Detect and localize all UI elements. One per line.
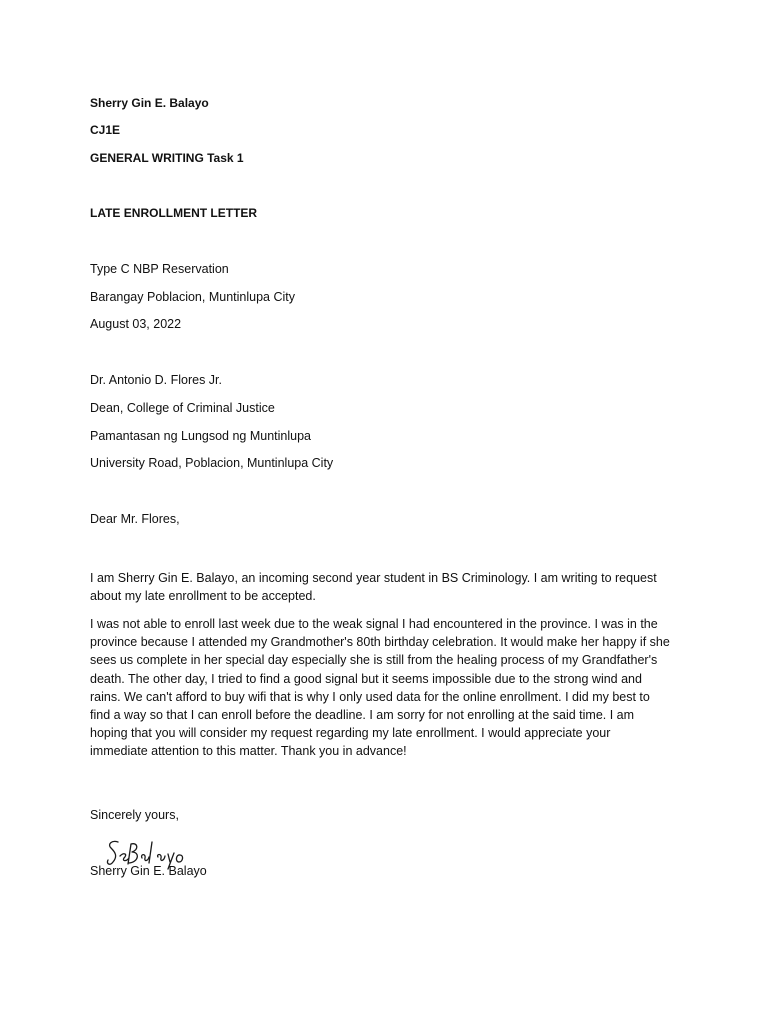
recipient-name: Dr. Antonio D. Flores Jr. <box>90 373 222 387</box>
letter-date: August 03, 2022 <box>90 317 182 331</box>
body-paragraph-1: I am Sherry Gin E. Balayo, an incoming second year student in BS Criminology. I am writing to request about my late enrollment to be accepted. <box>90 571 657 604</box>
recipient-institution: Pamantasan ng Lungsod ng Muntinlupa <box>90 429 311 443</box>
recipient-address: University Road, Poblacion, Muntinlupa City <box>90 456 334 470</box>
task-label: GENERAL WRITING Task 1 <box>90 151 244 165</box>
sender-address-line1: Type C NBP Reservation <box>90 262 229 276</box>
section-code: CJ1E <box>90 123 121 137</box>
letter-title: LATE ENROLLMENT LETTER <box>90 206 258 220</box>
recipient-title: Dean, College of Criminal Justice <box>90 401 275 415</box>
sender-address-line2: Barangay Poblacion, Muntinlupa City <box>90 290 295 304</box>
body-paragraph-2: I was not able to enroll last week due to the weak signal I had encountered in the province. I was in the province because I attended my Grandmother's 80th birthday celebration. It would make her happy if she sees us complete in her special day especially she is still from the healing process of my Grandfather's death. The other day, I tried to find a good signal but it seems impossible due to the strong wind and rains. We can't afford to buy wifi that is why I only used data for the online enrollment. I did my best to find a way so that I can enroll before the deadline. I am sorry for not enrolling at the said time. I am hoping that you will consider my request regarding my late enrollment. I would appreciate your immediate attention to this matter. Thank you in advance! <box>90 617 670 759</box>
author-name: Sherry Gin E. Balayo <box>90 96 209 110</box>
salutation: Dear Mr. Flores, <box>90 512 180 526</box>
printed-signature-name: Sherry Gin E. Balayo <box>90 864 207 878</box>
closing: Sincerely yours, <box>90 808 179 822</box>
